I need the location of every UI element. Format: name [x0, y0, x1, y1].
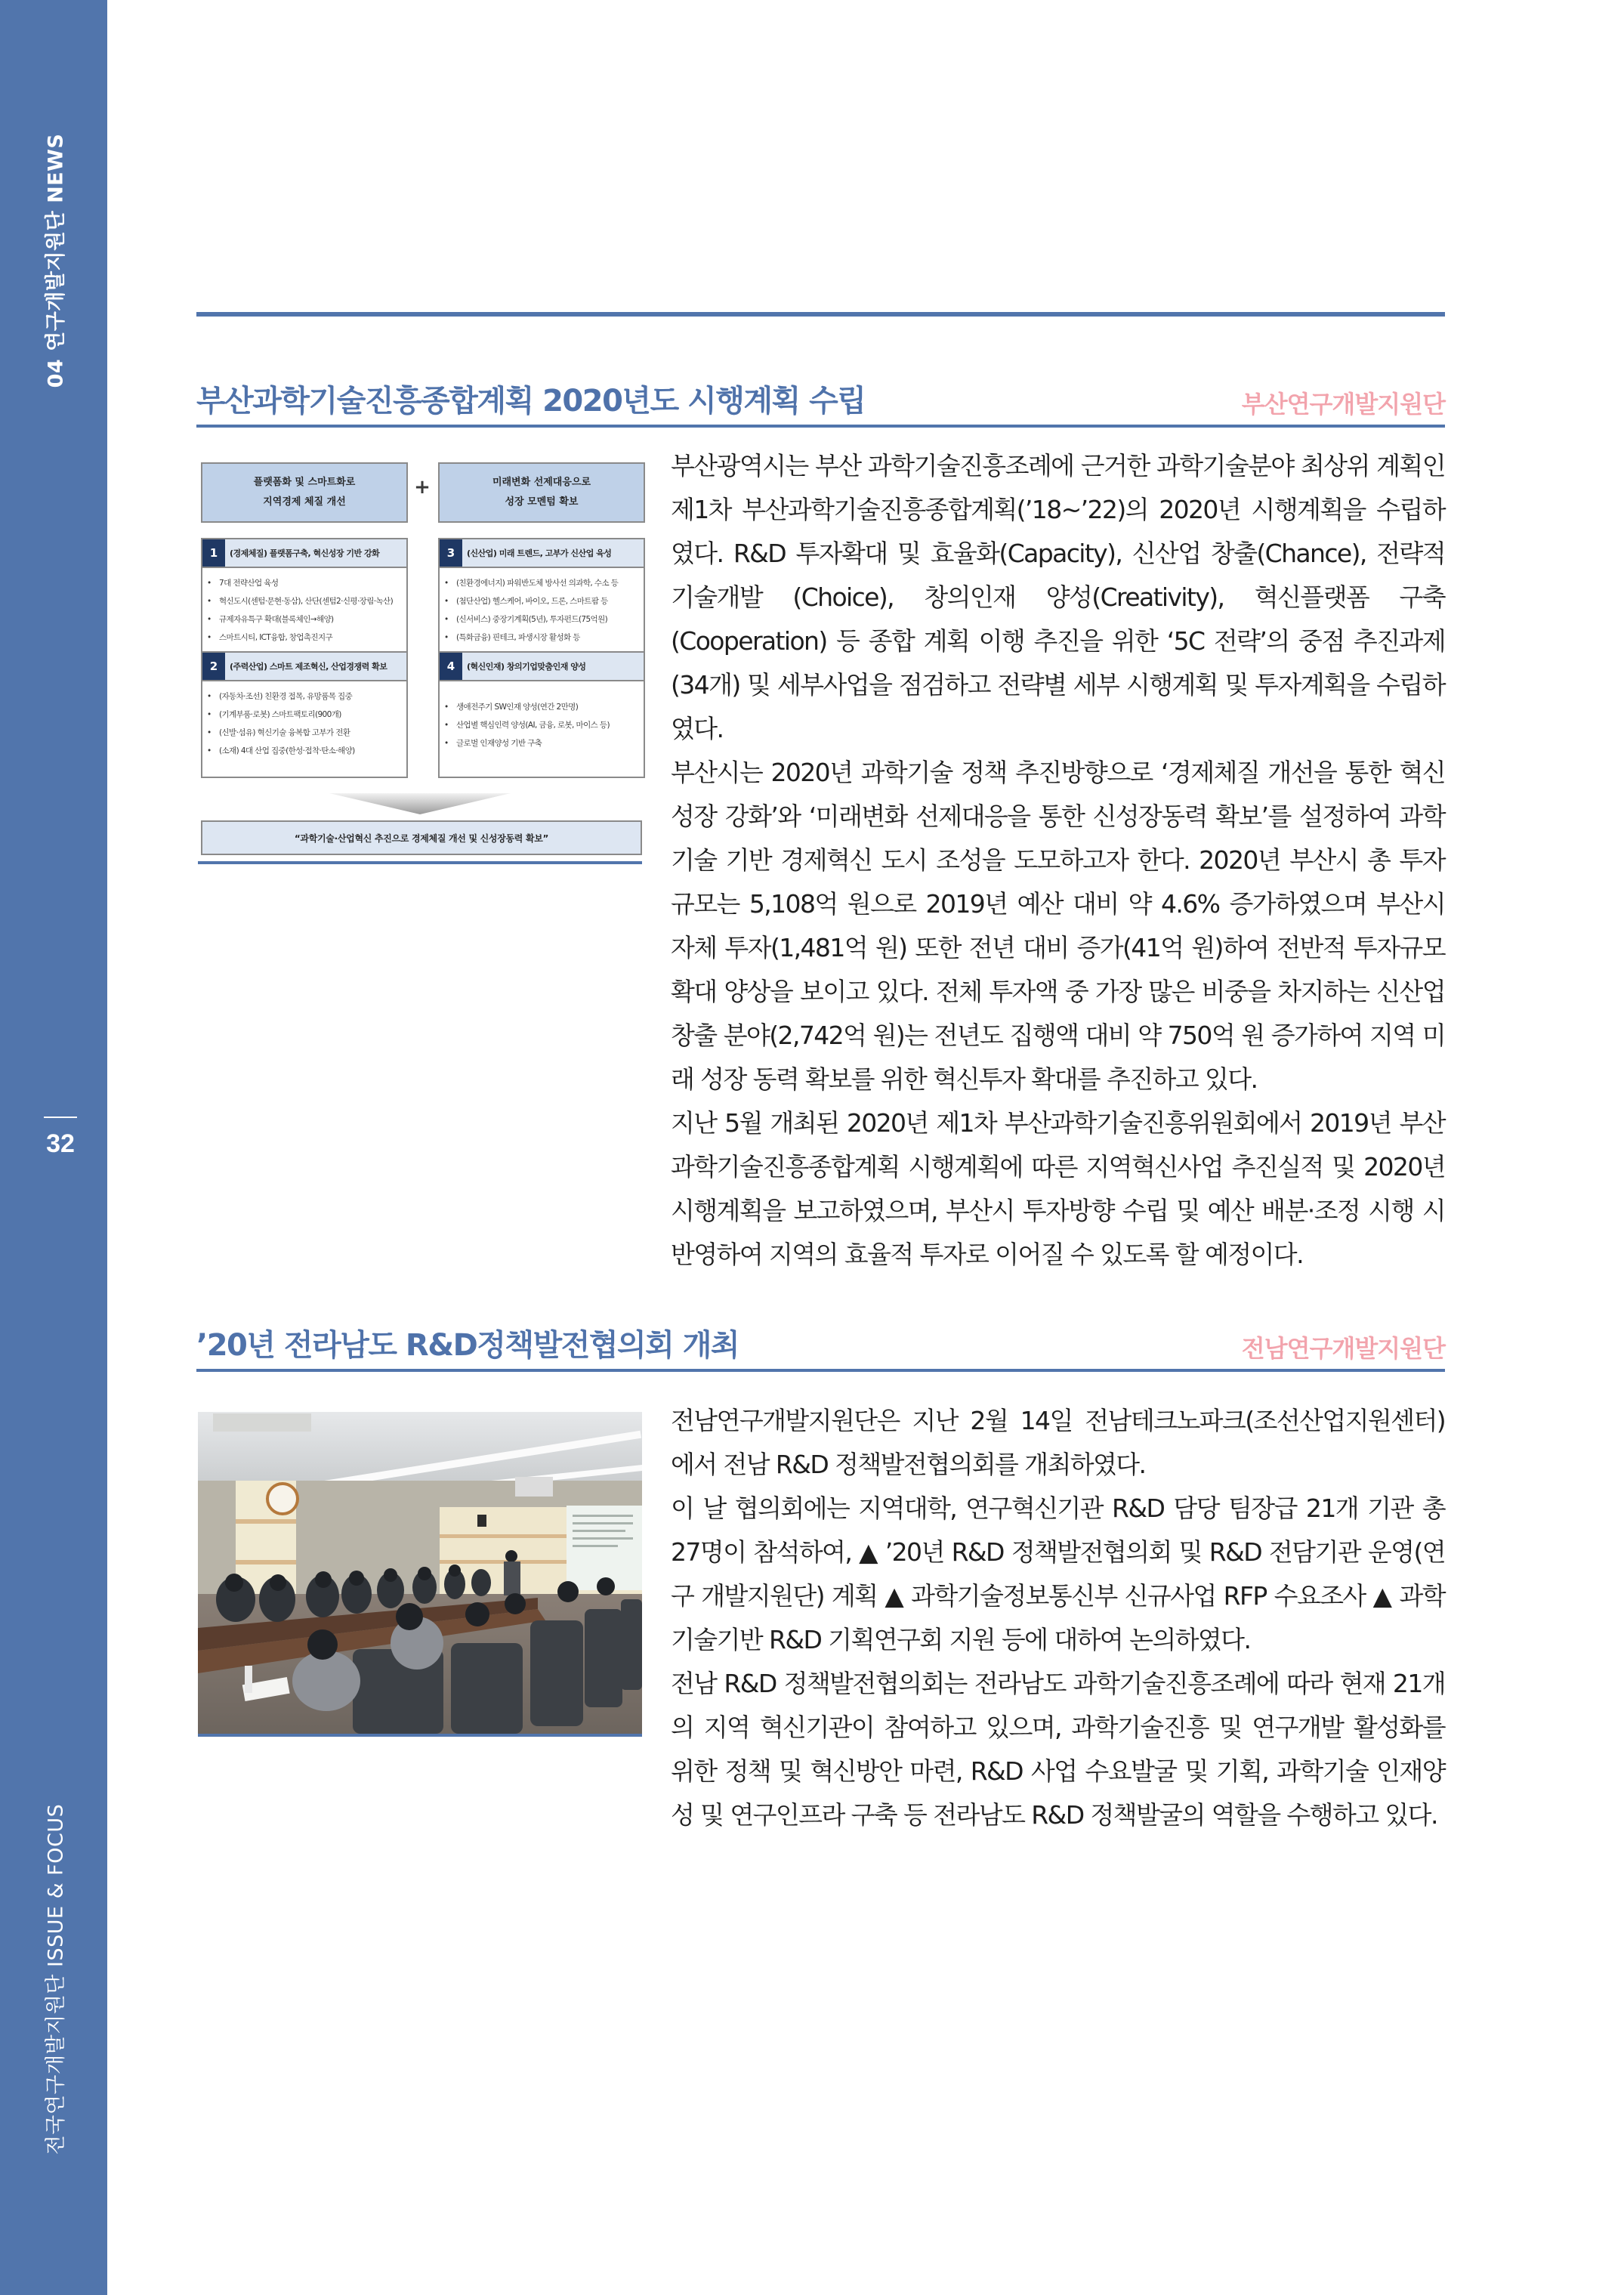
- strategy-item: • 혁신도시(센텀·문현·동삼), 산단(센텀2·신평·장림·녹산): [219, 592, 403, 610]
- strategy-item: • 생애전주기 SW인재 양성(연간 2만명): [456, 698, 641, 716]
- page-number: 32: [46, 1129, 75, 1158]
- strategy-number: 1: [202, 539, 225, 567]
- paragraph: 부산광역시는 부산 과학기술진흥조례에 근거한 과학기술분야 최상위 계획인 제1차 부산과학기술진흥종합계획(’18~’22)의 2020년 시행계획을 수립하였다. R&D 투자확대 및 효율화(Capacity), 신산업 창출(Chance), 전략적 기술개발 (Choice), 창의인재 양성(Creativity), 혁신플랫폼 구축(Cooperation) 등 종합 계획 이행 추진을 위한 ‘5C 전략’의 중점 추진과제(34개) 및 세부사업을 점검하고 전략별 세부 시행계획 및 투자계획을 수립하였다.: [671, 451, 1445, 743]
- strategy-item: • 산업별 핵심인력 양성(AI, 금융, 로봇, 마이스 등): [456, 716, 641, 734]
- strategy-title: (신산업) 미래 트렌드, 고부가 신산업 육성: [467, 548, 612, 558]
- strategy-item: • (기계부품·로봇) 스마트팩토리(900개): [219, 706, 403, 724]
- strategy-title: (혁신인재) 창의기업맞춤인재 양성: [467, 662, 586, 672]
- strategy-item: • (자동차·조선) 친환경 접목, 유망품목 집중: [219, 687, 403, 706]
- strategy-item: • (신발·섬유) 혁신기술 융복합 고부가 전환: [219, 724, 403, 742]
- chevron-down-icon: [329, 793, 511, 814]
- page-number-rule: [44, 1117, 77, 1118]
- strategy-number: 4: [440, 653, 462, 680]
- strategy-item: • (친환경에너지) 파워반도체 방사선 의과학, 수소 등: [456, 574, 641, 592]
- strategy-diagram: [198, 453, 642, 864]
- section-org-label: 부산연구개발지원단: [1241, 390, 1445, 419]
- section-org-label: 전남연구개발지원단: [1241, 1334, 1445, 1363]
- goal-line: 미래변화 선제대응으로: [492, 477, 591, 488]
- sidebar-publication-label: 전국연구개발지원단 ISSUE & FOCUS: [44, 1803, 68, 2155]
- strategy-item: • (특화금융) 핀테크, 파생시장 활성화 등: [456, 629, 641, 647]
- sidebar: [0, 0, 107, 2295]
- strategy-box: [201, 538, 408, 665]
- goal-box: [438, 462, 645, 523]
- meeting-photo: [198, 1401, 642, 1737]
- strategy-item: • (소재) 4대 산업 집중(한성·접착·탄소·해양): [219, 742, 403, 760]
- strategy-title: (주력산업) 스마트 제조혁신, 산업경쟁력 확보: [230, 662, 387, 672]
- goal-line: 지역경제 체질 개선: [263, 496, 346, 508]
- strategy-box: [201, 651, 408, 778]
- strategy-result-box: “과학기술·산업혁신 추진으로 경제체질 개선 및 신성장동력 확보”: [201, 820, 642, 855]
- goal-line: 플랫폼화 및 스마트화로: [253, 477, 356, 488]
- article-body-jeonnam: [671, 1399, 1445, 1837]
- strategy-item: • (신서비스) 중장기계획(5년), 투자펀드(75억원): [456, 610, 641, 629]
- section-title: 부산과학기술진흥종합계획 2020년도 시행계획 수립: [196, 384, 866, 419]
- strategy-box: [438, 651, 645, 778]
- paragraph: 전남연구개발지원단은 지난 2월 14일 전남테크노파크(조선산업지원센터) 에서 전남 R&D 정책발전협의회를 개최하였다.: [671, 1406, 1445, 1479]
- strategy-item: • (첨단산업) 헬스케어, 바이오, 드론, 스마트팜 등: [456, 592, 641, 610]
- strategy-item: • 글로벌 인재양성 기반 구축: [456, 734, 641, 752]
- paragraph: 이 날 협의회에는 지역대학, 연구혁신기관 R&D 담당 팀장급 21개 기관 총 27명이 참석하여, ▲ ’20년 R&D 정책발전협의회 및 R&D 전담기관 운영(연구 개발지원단) 계획 ▲ 과학기술정보통신부 신규사업 RFP 수요조사 ▲ 과학 기술기반 R&D 기획연구회 지원 등에 대하여 논의하였다.: [671, 1493, 1445, 1654]
- sidebar-section-label: 04 연구개발지원단 NEWS: [44, 133, 68, 388]
- strategy-number: 3: [440, 539, 462, 567]
- section-header-busan: [196, 379, 1445, 428]
- goal-box: [201, 462, 408, 523]
- paragraph: 전남 R&D 정책발전협의회는 전라남도 과학기술진흥조례에 따라 현재 21개의 지역 혁신기관이 참여하고 있으며, 과학기술진흥 및 연구개발 활성화를 위한 정책 및 혁신방안 마련, R&D 사업 수요발굴 및 기획, 과학기술 인재양성 및 연구인프라 구축 등 전라남도 R&D 정책발굴의 역할을 수행하고 있다.: [671, 1669, 1445, 1830]
- section-header-jeonnam: [196, 1324, 1445, 1372]
- section-title: ’20년 전라남도 R&D정책발전협의회 개최: [196, 1328, 739, 1363]
- strategy-number: 2: [202, 653, 225, 680]
- paragraph: 부산시는 2020년 과학기술 정책 추진방향으로 ‘경제체질 개선을 통한 혁신 성장 강화’와 ‘미래변화 선제대응을 통한 신성장동력 확보’를 설정하여 과학 기술 기반 경제혁신 도시 조성을 도모하고자 한다. 2020년 부산시 총 투자 규모는 5,108억 원으로 2019년 예산 대비 약 4.6% 증가하였으며 부산시 자체 투자(1,481억 원) 또한 전년 대비 증가(41억 원)하여 전반적 투자규모 확대 양상을 보이고 있다. 전체 투자액 중 가장 많은 비중을 차지하는 신산업 창출 분야(2,742억 원)는 전년도 집행액 대비 약 750억 원 증가하여 지역 미래 성장 동력 확보를 위한 혁신투자 확대를 추진하고 있다.: [671, 758, 1445, 1094]
- strategy-box: [438, 538, 645, 665]
- strategy-item: • 7대 전략산업 육성: [219, 574, 403, 592]
- goal-line: 성장 모멘텀 확보: [505, 496, 579, 508]
- plus-icon: +: [414, 476, 431, 499]
- strategy-item: • 스마트시티, ICT융합, 창업촉진지구: [219, 629, 403, 647]
- strategy-item: • 규제자유특구 확대(블록체인→해양): [219, 610, 403, 629]
- strategy-title: (경제체질) 플랫폼구축, 혁신성장 기반 강화: [230, 548, 380, 558]
- paragraph: 지난 5월 개최된 2020년 제1차 부산과학기술진흥위원회에서 2019년 부산 과학기술진흥종합계획 시행계획에 따른 지역혁신사업 추진실적 및 2020년 시행계획을 보고하였으며, 부산시 투자방향 수립 및 예산 배분·조정 시행 시 반영하여 지역의 효율적 투자로 이어질 수 있도록 할 예정이다.: [671, 1108, 1445, 1269]
- article-body-busan: [671, 444, 1445, 1277]
- top-rule: [196, 312, 1445, 317]
